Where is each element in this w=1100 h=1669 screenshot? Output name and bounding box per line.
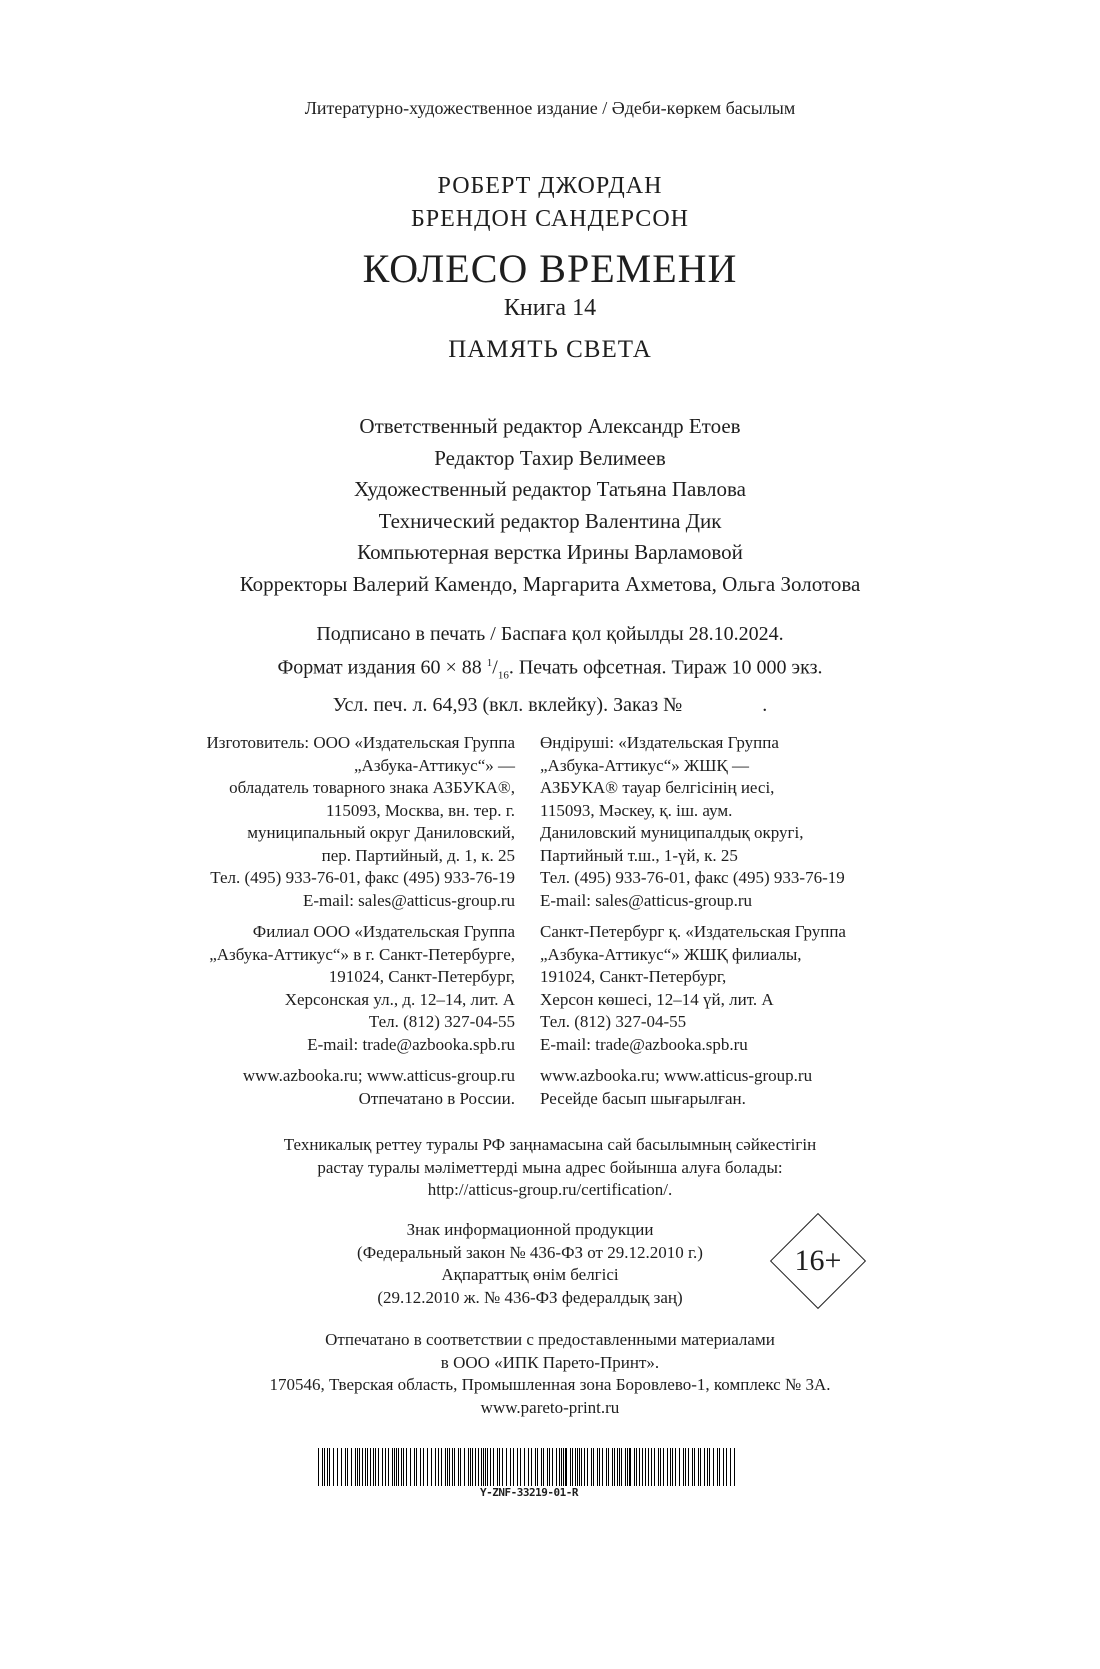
barcode-bar — [394, 1448, 395, 1486]
barcode-bar — [559, 1448, 560, 1486]
barcode-bar — [423, 1448, 424, 1486]
barcode-bar — [475, 1448, 476, 1486]
barcode-bar — [549, 1448, 550, 1486]
barcode-bar — [375, 1448, 376, 1486]
barcode-bar — [345, 1448, 346, 1486]
barcode-bar — [694, 1448, 695, 1486]
barcode-bar — [513, 1448, 514, 1486]
barcode-bar — [460, 1448, 461, 1486]
barcode-bar — [670, 1448, 671, 1486]
barcode-bar — [663, 1448, 664, 1486]
barcode-bar — [535, 1448, 536, 1486]
barcode-bar — [414, 1448, 415, 1486]
age-rating: 16+ — [794, 1244, 842, 1277]
barcode-bar — [688, 1448, 689, 1486]
barcode-bar — [709, 1448, 710, 1486]
address-line: Тел. (812) 327-04-55 — [540, 1012, 687, 1031]
barcode-bar — [572, 1448, 573, 1486]
certification-note — [0, 1134, 1100, 1202]
address-line: пер. Партийный, д. 1, к. 25 — [321, 845, 515, 865]
credit-line: Технический редактор Валентина Дик — [378, 508, 722, 533]
address-line: Филиал ООО «Издательская Группа — [252, 922, 515, 941]
book-title: ПАМЯТЬ СВЕТА — [448, 336, 652, 363]
barcode-bar — [487, 1448, 488, 1486]
spacer — [207, 912, 516, 921]
address-line: Херсон көшесі, 12–14 үй, лит. А — [540, 989, 774, 1009]
barcode-bar — [438, 1448, 439, 1486]
barcode-bar — [726, 1448, 727, 1486]
barcode-bar — [528, 1448, 529, 1486]
barcode-bar — [449, 1448, 450, 1486]
barcode-bar — [490, 1448, 491, 1486]
barcode-bar — [406, 1448, 407, 1486]
barcode-bar — [420, 1448, 421, 1486]
address-line: 191024, Санкт-Петербург, — [328, 967, 515, 986]
address-line: Отпечатано в России. — [358, 1088, 515, 1108]
info-sign-line: Ақпараттық өнім белгісі — [441, 1265, 619, 1284]
barcode-bar — [556, 1448, 557, 1486]
barcode-bar — [441, 1448, 442, 1486]
barcode-bar — [365, 1448, 366, 1486]
barcode-bar — [367, 1448, 368, 1486]
series-title: КОЛЕСО ВРЕМЕНИ — [362, 246, 738, 291]
barcode-bar — [602, 1448, 603, 1486]
address-line: www.azbooka.ru; www.atticus-group.ru — [540, 1066, 813, 1085]
barcode-bar — [719, 1448, 720, 1486]
barcode-bar — [654, 1448, 655, 1486]
barcode-bar — [483, 1448, 484, 1486]
barcode-bar — [517, 1448, 518, 1486]
credit-line: Корректоры Валерий Камендо, Маргарита Ахметова, Ольга Золотова — [239, 571, 861, 596]
barcode-bar — [683, 1448, 684, 1486]
barcode-bar — [634, 1448, 635, 1486]
barcode-bar — [373, 1448, 374, 1486]
barcode-bar — [524, 1448, 525, 1486]
barcode-bar — [485, 1448, 486, 1486]
spacer — [540, 1056, 846, 1065]
barcode-bar — [660, 1448, 661, 1486]
barcode-bar — [584, 1448, 585, 1486]
barcode-bar — [416, 1448, 417, 1486]
barcode-bar — [493, 1448, 494, 1486]
address-line: E-mail: trade@azbooka.spb.ru — [307, 1034, 515, 1054]
barcode-bar — [645, 1448, 646, 1486]
barcode-bar — [561, 1448, 562, 1486]
barcode-bar — [431, 1448, 432, 1486]
barcode-bar — [403, 1448, 404, 1486]
barcode-bar — [502, 1448, 503, 1486]
barcode-bar — [679, 1448, 680, 1486]
barcode-bar — [357, 1448, 358, 1486]
barcode-bar — [685, 1448, 686, 1486]
address-line: www.azbooka.ru; www.atticus-group.ru — [242, 1066, 515, 1085]
barcode-bar — [599, 1448, 600, 1486]
book-number: Книга 14 — [503, 295, 597, 321]
barcode-bar — [337, 1448, 338, 1486]
barcode-bar — [410, 1448, 411, 1486]
barcode-bar — [642, 1448, 643, 1486]
barcode-label: Y-ZNF-33219-01-R — [480, 1486, 578, 1499]
barcode-bar — [458, 1448, 459, 1486]
barcode-bar — [593, 1448, 594, 1486]
address-line: Тел. (495) 933-76-01, факс (495) 933-76-19 — [540, 868, 845, 887]
barcode-bar — [464, 1448, 465, 1486]
barcode-bar — [452, 1448, 453, 1486]
format-line: Формат издания 60 × 88 $^1/_{16}$. Печать офсетная. Тираж 10 000 экз. — [277, 656, 823, 682]
barcode-bar — [698, 1448, 699, 1486]
barcode-bar — [427, 1448, 428, 1486]
spacer — [540, 912, 846, 921]
printer-line: Отпечатано в соответствии с предоставленными материалами — [325, 1330, 775, 1349]
address-line: Ресейде басып шығарылған. — [540, 1088, 746, 1108]
barcode-bar — [734, 1448, 735, 1486]
barcode-bar — [472, 1448, 473, 1486]
barcode-bar — [388, 1448, 389, 1486]
barcode-bar — [591, 1448, 592, 1486]
signed-date: Подписано в печать / Баспаға қол қойылды 28.10.2024. — [316, 623, 784, 645]
barcode-bar — [398, 1448, 399, 1486]
barcode-bar — [651, 1448, 652, 1486]
barcode-bar — [333, 1448, 334, 1486]
address-line: Партийный т.ш., 1-үй, к. 25 — [540, 845, 738, 865]
address-line: Херсонская ул., д. 12–14, лит. А — [284, 989, 515, 1009]
barcode-bar — [619, 1448, 620, 1486]
barcode-bar — [629, 1448, 631, 1486]
printer-line: www.pareto-print.ru — [480, 1397, 620, 1417]
barcode-bar — [341, 1448, 342, 1486]
sheets-order: Усл. печ. л. 64,93 (вкл. вклейку). Заказ № . — [332, 693, 768, 716]
barcode-bar — [667, 1448, 668, 1486]
barcode-bar — [730, 1448, 731, 1486]
author-name: БРЕНДОН САНДЕРСОН — [411, 206, 689, 232]
barcode-bar — [617, 1448, 618, 1486]
barcode-bar — [563, 1448, 564, 1486]
barcode-bar — [322, 1448, 323, 1486]
certification-line: растау туралы мәліметтерді мына адрес бойынша алуға болады: — [317, 1157, 783, 1177]
address-line: Изготовитель: ООО «Издательская Группа — [206, 733, 515, 752]
barcode-bar — [497, 1448, 498, 1486]
barcode-bar — [547, 1448, 548, 1486]
barcode-bar — [470, 1448, 471, 1486]
address-line: обладатель товарного знака АЗБУКА®, — [229, 778, 515, 797]
barcode-bar — [454, 1448, 455, 1486]
barcode-bar — [392, 1448, 393, 1486]
barcode-bar — [543, 1448, 544, 1486]
barcode-bar — [435, 1448, 436, 1486]
barcode-bar — [627, 1448, 628, 1486]
barcode-bar — [570, 1448, 571, 1486]
barcode — [318, 1448, 740, 1486]
edition-type: Литературно-художественное издание / Әдеби-көркем басылым — [304, 98, 796, 118]
barcode-bar — [499, 1448, 500, 1486]
format-pre: Формат издания 60 × 88 — [277, 656, 482, 679]
barcode-bar — [541, 1448, 542, 1486]
barcode-bar — [537, 1448, 538, 1486]
barcode-bar — [401, 1448, 402, 1486]
address-line: АЗБУКА® тауар белгісінің иесі, — [540, 778, 775, 797]
barcode-bar — [692, 1448, 693, 1486]
printer-line: в ООО «ИПК Парето-Принт». — [440, 1352, 660, 1372]
barcode-bar — [520, 1448, 521, 1486]
barcode-bar — [723, 1448, 724, 1486]
print-info — [0, 620, 1100, 720]
barcode-bar — [636, 1448, 637, 1486]
barcode-bar — [672, 1448, 673, 1486]
barcode-bar — [639, 1448, 640, 1486]
barcode-bar — [552, 1448, 553, 1486]
barcode-bar — [329, 1448, 330, 1486]
barcode-bar — [606, 1448, 607, 1486]
certification-line: Техникалық реттеу туралы РФ заңнамасына сай басылымның сәйкестігін — [283, 1135, 817, 1154]
info-sign-line: (29.12.2010 ж. № 436-ФЗ федералдық заң) — [377, 1287, 683, 1307]
info-sign-line: Знак информационной продукции — [406, 1220, 654, 1239]
credits — [0, 411, 1100, 600]
barcode-bar — [370, 1448, 371, 1486]
address-line: Тел. (812) 327-04-55 — [368, 1012, 515, 1031]
barcode-bar — [581, 1448, 582, 1486]
address-line: 115093, Мәскеу, қ. іш. аум. — [540, 800, 733, 820]
printer-line: 170546, Тверская область, Промышленная зона Боровлево-1, комплекс № 3А. — [269, 1375, 831, 1394]
barcode-bar — [575, 1448, 576, 1486]
barcode-bar — [614, 1448, 615, 1486]
barcode-bar — [700, 1448, 701, 1486]
address-line: „Азбука-Аттикус“» ЖШҚ — — [540, 755, 749, 775]
barcode-bar — [648, 1448, 649, 1486]
barcode-bar — [579, 1448, 580, 1486]
barcode-bar — [327, 1448, 328, 1486]
barcode-bar — [359, 1448, 360, 1486]
format-num: 1 — [486, 657, 493, 669]
info-sign — [300, 1219, 760, 1309]
barcode-bar — [510, 1448, 511, 1486]
author-name: РОБЕРТ ДЖОРДАН — [437, 173, 663, 199]
barcode-bar — [506, 1448, 507, 1486]
barcode-bar — [355, 1448, 356, 1486]
barcode-bar — [396, 1448, 397, 1486]
format-post: . Печать офсетная. Тираж 10 000 экз. — [508, 656, 823, 679]
barcode-bar — [675, 1448, 676, 1486]
address-line: „Азбука-Аттикус“» в г. Санкт-Петербурге, — [209, 944, 515, 964]
address-line: 191024, Санкт-Петербург, — [540, 967, 727, 986]
barcode-bar — [531, 1448, 532, 1486]
info-sign-line: (Федеральный закон № 436-ФЗ от 29.12.2010 г.) — [357, 1242, 703, 1262]
barcode-bar — [587, 1448, 588, 1486]
credit-line: Художественный редактор Татьяна Павлова — [354, 477, 746, 501]
barcode-bar — [324, 1448, 325, 1486]
barcode-bar — [318, 1448, 319, 1486]
manufacturer-ru — [207, 732, 516, 1110]
barcode-bar — [385, 1448, 386, 1486]
age-rating-badge — [770, 1213, 866, 1309]
barcode-bar — [713, 1448, 714, 1486]
barcode-bar — [481, 1448, 482, 1486]
barcode-bar — [658, 1448, 659, 1486]
barcode-bar — [612, 1448, 613, 1486]
barcode-bar — [704, 1448, 705, 1486]
credit-line: Компьютерная верстка Ирины Варламовой — [357, 540, 743, 564]
manufacturer-kz — [540, 732, 846, 1110]
authors — [0, 170, 1100, 236]
address-line: Өндіруші: «Издательская Группа — [540, 733, 779, 752]
address-line: E-mail: sales@atticus-group.ru — [540, 890, 753, 910]
barcode-bar — [621, 1448, 622, 1486]
barcode-bar — [707, 1448, 708, 1486]
barcode-bar — [597, 1448, 598, 1486]
credit-line: Редактор Тахир Велимеев — [434, 445, 666, 470]
barcode-bar — [625, 1448, 626, 1486]
barcode-bar — [382, 1448, 383, 1486]
address-line: Тел. (495) 933-76-01, факс (495) 933-76-19 — [210, 868, 515, 887]
barcode-bar — [468, 1448, 469, 1486]
address-line: „Азбука-Аттикус“» — — [354, 755, 515, 775]
barcode-bar — [577, 1448, 578, 1486]
address-line: Санкт-Петербург қ. «Издательская Группа — [540, 922, 846, 941]
barcode-bar — [447, 1448, 448, 1486]
address-line: E-mail: sales@atticus-group.ru — [302, 890, 515, 910]
format-den: 16 — [497, 669, 509, 682]
barcode-bar — [347, 1448, 348, 1486]
barcode-bar — [478, 1448, 479, 1486]
barcode-bar — [351, 1448, 352, 1486]
barcode-bar — [608, 1448, 609, 1486]
spacer — [207, 1056, 516, 1065]
barcode-bar — [445, 1448, 446, 1486]
certification-line: http://atticus-group.ru/certification/. — [427, 1180, 673, 1199]
barcode-bar — [378, 1448, 379, 1486]
address-line: Даниловский муниципалдық округі, — [540, 823, 804, 842]
credit-line: Ответственный редактор Александр Етоев — [359, 414, 741, 438]
address-line: E-mail: trade@azbooka.spb.ru — [540, 1034, 748, 1054]
printer-info — [0, 1329, 1100, 1419]
address-line: 115093, Москва, вн. тер. г. — [325, 800, 515, 820]
barcode-bar — [565, 1448, 567, 1486]
address-line: муниципальный округ Даниловский, — [247, 823, 515, 842]
address-line: „Азбука-Аттикус“» ЖШҚ филиалы, — [540, 944, 802, 964]
barcode-bar — [717, 1448, 718, 1486]
barcode-bar — [362, 1448, 363, 1486]
